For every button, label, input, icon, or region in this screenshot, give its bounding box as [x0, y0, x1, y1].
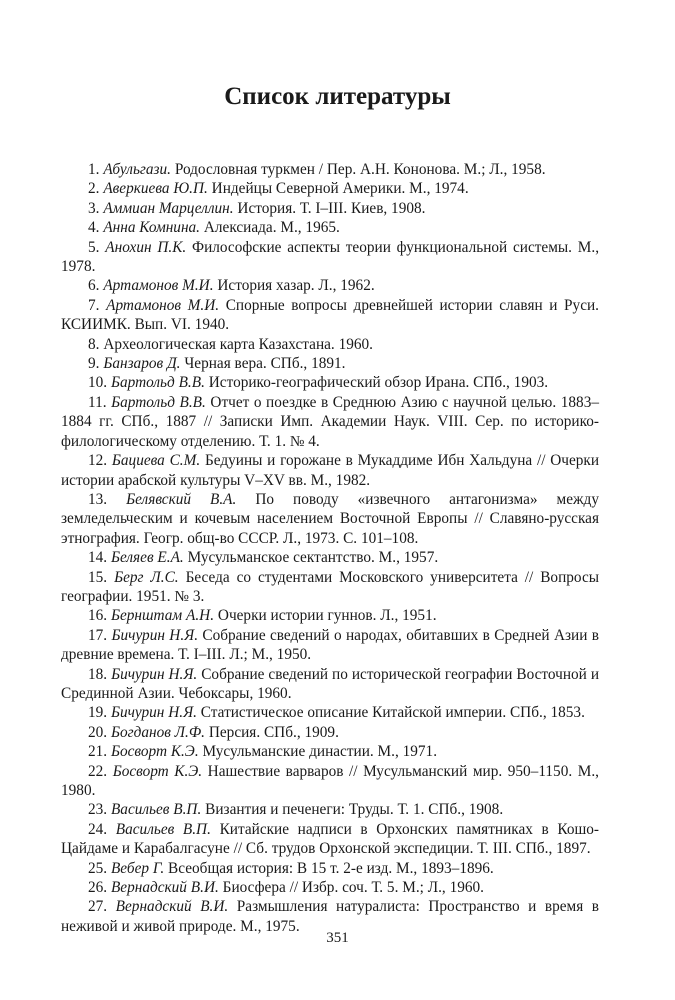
reference-text: По поводу «извечного антагонизма» между земледельческим и кочевым населением Восточной Европы // Славяно-русская этнография. Геогр. общ-во СССР. Л., 1973. С. 101–108. — [61, 490, 599, 547]
reference-author: Вернадский В.И. — [110, 879, 219, 897]
reference-item — [61, 568, 599, 607]
reference-author: Богданов Л.Ф. — [110, 723, 205, 741]
reference-text: Родословная туркмен / Пер. А.Н. Кононова. М.; Л., 1958. — [174, 161, 546, 178]
reference-author: Анохин П.К. — [105, 238, 187, 256]
page-number: 351 — [326, 930, 349, 946]
reference-text: Собрание сведений о народах, обитавших в Средней Азии в древние времена. Т. I–III. Л.; М., 1950. — [61, 626, 600, 664]
reference-author: Бичурин Н.Я. — [110, 704, 197, 722]
reference-author: Бернштам А.Н. — [110, 607, 215, 625]
reference-text: История хазар. Л., 1962. — [217, 277, 375, 295]
reference-author: Берг Л.С. — [114, 568, 179, 586]
reference-item — [61, 878, 599, 897]
reference-author: Босворт К.Э. — [112, 762, 203, 780]
reference-number: 24. — [88, 820, 108, 838]
reference-text: Очерки истории гуннов. Л., 1951. — [217, 607, 437, 625]
reference-number: 18. — [88, 665, 108, 683]
reference-item — [61, 296, 599, 335]
reference-item — [61, 276, 599, 295]
reference-item — [61, 723, 599, 742]
reference-author: Анна Комнина. — [103, 219, 201, 237]
reference-text: Нашествие варваров // Мусульманский мир. 950–1150. М., 1980. — [61, 762, 599, 799]
reference-item — [61, 742, 599, 761]
reference-text: Всеобщая история: В 15 т. 2-е изд. М., 1893–1896. — [168, 859, 494, 877]
reference-number: 17. — [88, 626, 108, 644]
reference-item — [61, 373, 599, 392]
reference-item — [61, 665, 599, 704]
reference-item — [61, 238, 599, 277]
reference-text: Археологическая карта Казахстана. 1960. — [103, 335, 374, 353]
reference-text: Византия и печенеги: Труды. Т. 1. СПб., 1908. — [205, 801, 504, 819]
reference-number: 22. — [88, 762, 108, 780]
reference-item — [61, 335, 599, 354]
reference-number: 8. — [88, 335, 100, 353]
reference-author: Васильев В.П. — [115, 820, 211, 838]
reference-item — [61, 218, 599, 237]
reference-author: Банзаров Д. — [103, 355, 181, 373]
reference-author: Босворт К.Э. — [110, 743, 199, 761]
reference-item — [61, 800, 599, 819]
reference-item — [61, 354, 599, 373]
reference-number: 27. — [88, 898, 108, 916]
reference-author: Бартольд В.В. — [111, 393, 206, 411]
reference-number: 16. — [88, 607, 108, 625]
reference-text: Алексиада. М., 1965. — [203, 219, 340, 237]
reference-number: 20. — [88, 723, 108, 741]
reference-list — [61, 160, 599, 936]
reference-item — [61, 199, 599, 218]
reference-author: Белявский В.А. — [126, 490, 237, 508]
reference-text: Бедуины и горожане в Мукаддиме Ибн Хальдуна // Очерки истории арабской культуры V–XV вв. М., 1982. — [61, 452, 600, 489]
reference-item — [61, 762, 599, 801]
reference-item — [61, 160, 599, 179]
reference-author: Вернадский В.И. — [115, 898, 229, 916]
reference-author: Васильев В.П. — [110, 801, 202, 819]
reference-number: 26. — [88, 879, 108, 897]
reference-text: Индейцы Северной Америки. М., 1974. — [211, 180, 469, 198]
reference-author: Артамонов М.И. — [103, 277, 214, 295]
reference-text: Собрание сведений по исторической географии Восточной и Срединной Азии. Чебоксары, 1960. — [61, 665, 600, 702]
reference-number: 6. — [88, 277, 100, 295]
reference-number: 5. — [88, 238, 100, 256]
reference-text: Беседа со студентами Московского университета // Вопросы географии. 1951. № 3. — [61, 568, 600, 605]
reference-author: Бичурин Н.Я. — [111, 626, 199, 644]
reference-number: 15. — [88, 568, 108, 586]
reference-number: 14. — [88, 549, 108, 567]
reference-number: 21. — [88, 743, 108, 761]
reference-author: Бичурин Н.Я. — [111, 665, 198, 683]
reference-text: Философские аспекты теории функциональной системы. М., 1978. — [61, 238, 600, 276]
reference-item — [61, 393, 599, 451]
reference-item — [61, 490, 599, 548]
reference-number: 3. — [88, 199, 100, 217]
reference-text: Китайские надписи в Орхонских памятниках в Кошо-Цайдаме и Карабалгасуне // Сб. трудов Орхонской экспедиции. Т. III. СПб., 1897. — [61, 820, 600, 858]
reference-author: Вебер Г. — [110, 859, 165, 877]
reference-author: Абульгази. — [103, 161, 171, 178]
reference-number: 25. — [88, 859, 108, 877]
reference-item — [61, 179, 599, 198]
reference-item — [61, 820, 599, 859]
reference-text: История. Т. I–III. Киев, 1908. — [237, 199, 426, 217]
reference-author: Бартольд В.В. — [110, 374, 205, 392]
reference-item — [61, 548, 599, 567]
reference-text: Статистическое описание Китайской империи. СПб., 1853. — [200, 704, 585, 722]
reference-author: Артамонов М.И. — [106, 296, 220, 314]
reference-item — [61, 626, 599, 665]
reference-text: Биосфера // Избр. соч. Т. 5. М.; Л., 1960. — [222, 879, 484, 897]
reference-text: Черная вера. СПб., 1891. — [184, 355, 346, 373]
page-title: Список литературы — [224, 83, 451, 110]
reference-item — [61, 859, 599, 878]
reference-text: Спорные вопросы древнейшей истории славян и Руси. КСИИМК. Вып. VI. 1940. — [61, 296, 600, 334]
reference-number: 9. — [88, 355, 100, 373]
reference-text: Персия. СПб., 1909. — [208, 723, 339, 741]
reference-text: Мусульманское сектантство. М., 1957. — [187, 549, 439, 567]
reference-author: Аверкиева Ю.П. — [103, 180, 208, 198]
reference-number: 13. — [88, 490, 108, 508]
reference-author: Аммиан Марцеллин. — [103, 199, 234, 217]
reference-number: 11. — [88, 393, 107, 411]
reference-author: Беляев Е.А. — [110, 549, 184, 567]
reference-number: 1. — [88, 161, 100, 178]
reference-item — [61, 606, 599, 625]
reference-number: 2. — [88, 180, 100, 198]
reference-item — [61, 703, 599, 722]
reference-number: 12. — [88, 452, 108, 470]
reference-number: 19. — [88, 704, 108, 722]
reference-author: Бациева С.М. — [111, 452, 201, 470]
reference-text: Отчет о поездке в Среднюю Азию с научной целью. 1883–1884 гг. СПб., 1887 // Записки Имп. Академии Наук. VIII. Сер. по историко-филологическому отделению. Т. 1. № 4. — [61, 393, 599, 450]
reference-text: Размышления натуралиста: Пространство и время в неживой и живой природе. М., 1975. — [61, 898, 600, 935]
reference-text: Историко-географический обзор Ирана. СПб., 1903. — [208, 374, 549, 392]
reference-number: 10. — [88, 374, 108, 392]
reference-number: 23. — [88, 801, 108, 819]
reference-item — [61, 451, 599, 490]
reference-number: 7. — [88, 296, 100, 314]
reference-text: Мусульманские династии. М., 1971. — [202, 743, 438, 761]
reference-number: 4. — [88, 219, 100, 237]
